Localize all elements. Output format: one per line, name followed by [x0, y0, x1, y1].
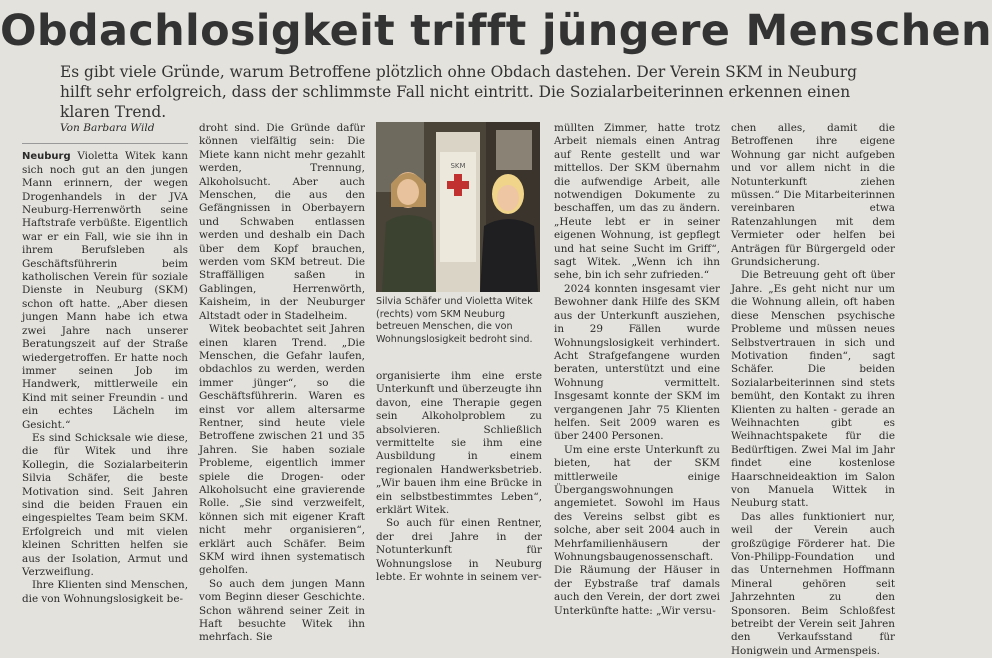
paragraph: Es sind Schicksale wie diese, die für Witek und ihre Kollegin, die Sozialarbeiterin Silvia Schäfer, die beste Motivation sind. Seit Jahren sind die beiden Frauen ein eingespieltes Team beim SKM. Erfolgreich und mit vielen kleinen Schritten helfen sie aus der Isolation, Armut und Verzweiflung. — [22, 431, 188, 578]
dateline: Neuburg — [22, 151, 71, 163]
article-headline: Obdachlosigkeit trifft jüngere Menschen — [0, 6, 992, 56]
text-column-2 — [199, 122, 365, 644]
photo-sign-text: SKM — [450, 162, 466, 170]
paragraph: müllten Zimmer, hatte trotz Arbeit niemals einen Antrag auf Rente gestellt und war mittellos. Der SKM übernahm die aufwendige Arbeit, alle notwendigen Dokumente zu beschaffen, um das zu ändern. „Heute lebt er in seiner eigenen Wohnung, ist gepflegt und hat seine Sucht im Griff“, sagt Witek. „Wenn ich ihn sehe, bin ich sehr zufrieden.“ — [554, 122, 720, 282]
paragraph: Witek beobachtet seit Jahren einen klaren Trend. „Die Menschen, die Gefahr laufen, obdachlos zu werden, werden immer jünger“, so die Geschäftsführerin. Waren es einst vor allem altersarme Rentner, sind heute viele Betroffene zwischen 21 und 35 Jahren. Sie haben soziale Probleme, eigentlich immer spiele die Drogen- oder Alkoholsucht eine gravierende Rolle. „Sie sind verzweifelt, können sich mit eigener Kraft nicht mehr organisieren“, erklärt auch Schäfer. Beim SKM wird ihnen systematisch geholfen. — [199, 323, 365, 577]
text-column-1 — [22, 122, 188, 605]
text-column-4 — [554, 122, 720, 617]
paragraph: Die Betreuung geht oft über Jahre. „Es geht nicht nur um die Wohnung allein, oft haben diese Menschen psychische Probleme und müssen neues Selbstvertrauen in sich und Motivation finden“, sagt Schäfer. Die beiden Sozialarbeiterinnen sind stets bemüht, den Kontakt zu ihren Klienten zu halten - gerade an Weihnachten gibt es Weihnachtspakete für die Bedürftigen. Zwei Mal im Jahr findet eine kostenlose Haarschneideaktion im Salon von Manuela Wittek in Neuburg statt. — [731, 269, 895, 510]
paragraph: droht sind. Die Gründe dafür können vielfältig sein: Die Miete kann nicht mehr gezahlt werden, Trennung, Alkoholsucht. Aber auch Menschen, die aus den Gefängnissen in Oberbayern und Schwaben entlassen werden und deshalb ein Dach über dem Kopf brauchen, werden vom SKM betreut. Die Straffälligen saßen in Gablingen, Herrenwörth, Kaisheim, in der Neuburger Altstadt oder in Stadelheim. — [199, 122, 365, 322]
byline: Von Barbara Wild — [22, 122, 188, 144]
paragraph: 2024 konnten insgesamt vier Bewohner dank Hilfe des SKM aus der Unterkunft ausziehen, in 29 Fällen wurde Wohnungslosigkeit verhindert. Acht Strafgefangene wurden beraten, unterstützt und eine Wohnung vermittelt. Insgesamt konnte der SKM im vergangenen Jahr 75 Klienten helfen. Seit 2009 waren es über 2400 Personen. — [554, 282, 720, 443]
text-column-5 — [731, 122, 895, 657]
paragraph: organisierte ihm eine erste Unterkunft und überzeugte ihn davon, eine Therapie gegen sein Alkoholproblem zu absolvieren. Schließlich vermittelte sie ihm eine Ausbildung in einem regionalen Handwerksbetrieb. „Wir bauen ihm eine Brücke in ein selbstbestimmtes Leben“, erklärt Witek. — [376, 370, 542, 517]
article-photo — [376, 122, 540, 292]
paragraph: Neuburg Violetta Witek kann sich noch gut an den jungen Mann erinnern, der wegen Drogenhandels in der JVA Neuburg-Herrenwörth seine Haftstrafe verbüßte. Eigentlich war er ein Fall, wie sie ihn in ihrem Berufsleben als Geschäftsführerin beim katholischen Verein für soziale Dienste in Neuburg (SKM) schon oft hatte. „Aber diesen jungen Mann habe ich etwa zwei Jahre nach unserer Beratungszeit auf der Straße wiedergetroffen. Er hatte noch immer seinen Job im Handwerk, mittlerweile ein Kind mit seiner Freundin - und ein echtes Lächeln im Gesicht.“ — [22, 150, 188, 431]
paragraph: Um eine erste Unterkunft zu bieten, hat der SKM mittlerweile einige Übergangswohnungen angemietet. Sowohl im Haus des Vereins selbst gibt es solche, aber seit 2004 auch in Mehrfamilienhäusern der Wohnungsbaugenossenschaft. Die Räumung der Häuser in der Eybstraße traf damals auch den Verein, der dort zwei Unterkünfte hatte: „Wir versu- — [554, 443, 720, 617]
paragraph: Das alles funktioniert nur, weil der Verein auch großzügige Förderer hat. Die Von-Philipp-Foundation und das Unternehmen Hoffmann Mineral gehören seit Jahrzehnten zu den Sponsoren. Beim Schloßfest betreibt der Verein seit Jahren den Verkaufsstand für Honigwein und Armenspeis. — [731, 510, 895, 657]
paragraph: So auch dem jungen Mann vom Beginn dieser Geschichte. Schon während seiner Zeit in Haft besuchte Witek ihn mehrfach. Sie — [199, 577, 365, 644]
article-lead: Es gibt viele Gründe, warum Betroffene plötzlich ohne Obdach dastehen. Der Verein SKM in Neuburg hilft sehr erfolgreich, dass der schlimmste Fall nicht eintritt. Die Sozialarbeiterinnen erkennen einen klaren Trend. — [60, 63, 858, 121]
photo-illustration — [376, 122, 540, 292]
paragraph: chen alles, damit die Betroffenen ihre eigene Wohnung gar nicht aufgeben und vor allem nicht in die Notunterkunft ziehen müssen.“ Die Mitarbeiterinnen vereinbaren etwa Ratenzahlungen mit dem Vermieter oder helfen bei Anträgen für Bürgergeld oder Grundsicherung. — [731, 122, 895, 269]
paragraph: So auch für einen Rentner, der drei Jahre in der Notunterkunft für Wohnungslose in Neuburg lebte. Er wohnte in seinem ver- — [376, 517, 542, 584]
photo-caption: Silvia Schäfer und Violetta Witek (rechts) vom SKM Neuburg betreuen Menschen, die von Wohnungslosigkeit bedroht sind. — [376, 296, 533, 345]
text-column-3 — [376, 370, 542, 584]
paragraph: Ihre Klienten sind Menschen, die von Wohnungslosigkeit be- — [22, 579, 188, 605]
